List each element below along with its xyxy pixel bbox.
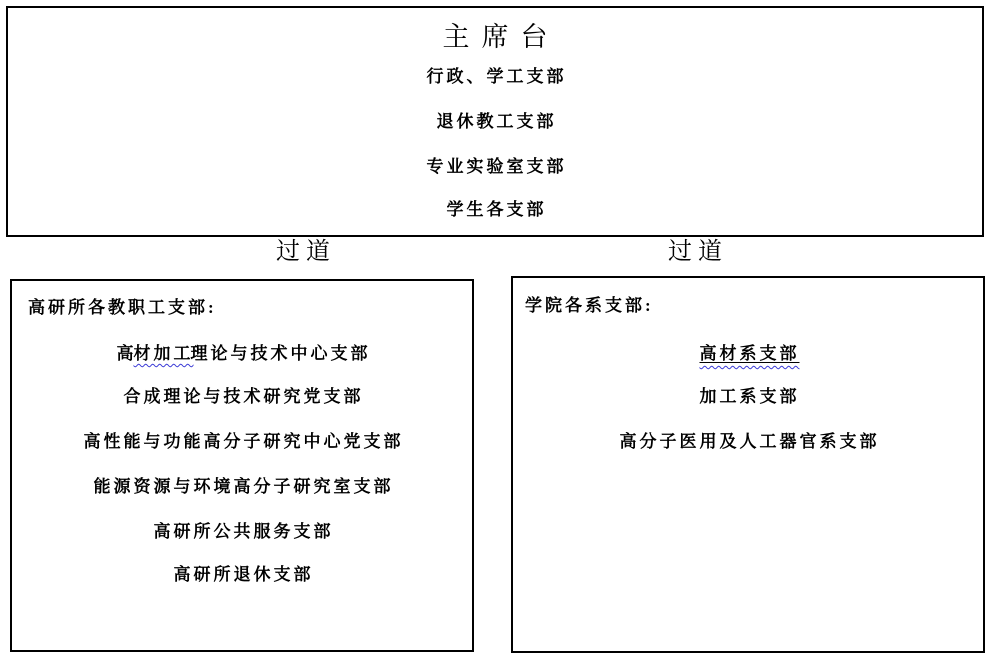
stage-row-students: 学生各支部 (446, 200, 547, 219)
institute-branches-box (10, 279, 474, 652)
branch-row-medical-dept: 高分子医用及人工器官系支部 (619, 432, 880, 451)
branch-row-high-performance: 高性能与功能高分子研究中心党支部 (83, 432, 404, 451)
branch-row-processing-dept: 加工系支部 (699, 387, 800, 406)
stage-row-lab: 专业实验室支部 (426, 157, 567, 176)
spellcheck-squiggle: 材加工 (133, 344, 194, 363)
branch-row-materials-dept (513, 343, 983, 365)
stage-row-admin: 行政、学工支部 (426, 67, 567, 86)
stage-row-retired-staff: 退休教工支部 (436, 112, 557, 131)
rostrum-title (8, 21, 982, 53)
rostrum-box (6, 6, 984, 237)
aisle-label-left: 过道 (276, 239, 336, 265)
underlined-text (700, 344, 800, 363)
institute-branches-header: 高研所各教职工支部: (28, 298, 217, 317)
branch-row-public-service: 高研所公共服务支部 (153, 522, 334, 541)
rostrum-title-text: 主席台 (442, 22, 560, 52)
department-branches-box (511, 276, 985, 653)
aisle-label-right: 过道 (668, 239, 728, 265)
branch-row-synthesis: 合成理论与技术研究党支部 (123, 387, 364, 406)
branch-row-processing-center: 高材加工理论与技术中心支部 (116, 344, 371, 363)
department-branches-header: 学院各系支部: (525, 296, 654, 315)
branch-row-institute-retired: 高研所退休支部 (173, 565, 314, 584)
branch-row-energy-environment: 能源资源与环境高分子研究室支部 (93, 477, 394, 496)
spellcheck-squiggle: 高材系支部 (699, 344, 800, 363)
